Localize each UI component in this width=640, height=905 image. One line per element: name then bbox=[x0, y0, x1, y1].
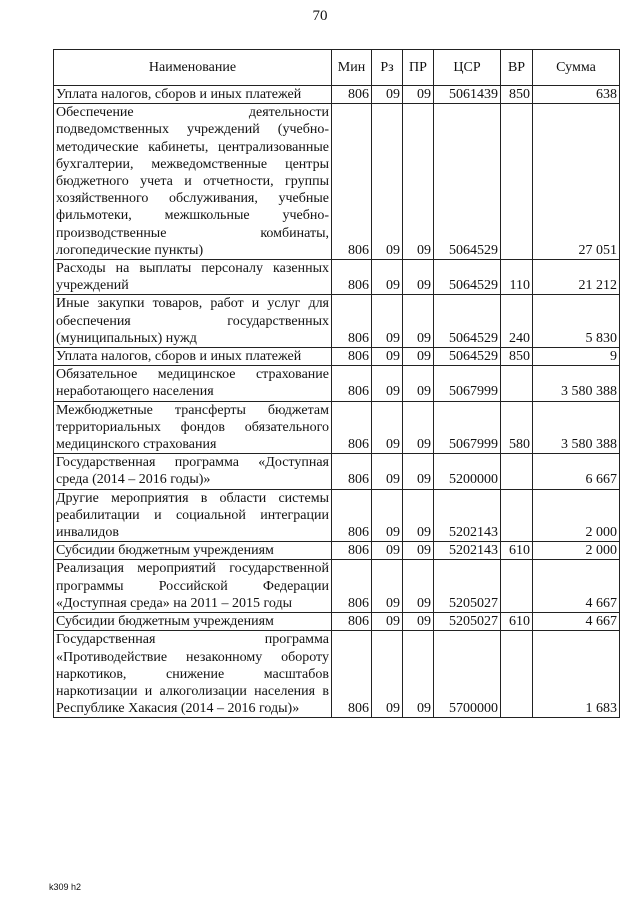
cell-vr: 580 bbox=[501, 401, 533, 454]
cell-name: Уплата налогов, сборов и иных платежей bbox=[54, 348, 332, 366]
cell-sum: 21 212 bbox=[533, 260, 620, 295]
cell-rz: 09 bbox=[372, 542, 403, 560]
table-row bbox=[54, 613, 620, 631]
cell-pr: 09 bbox=[403, 260, 434, 295]
cell-rz: 09 bbox=[372, 560, 403, 613]
cell-csr: 5067999 bbox=[434, 366, 501, 401]
header-rz: Рз bbox=[372, 50, 403, 86]
cell-name: Государственная программа «Противодействие незаконному обороту наркотиков, снижение масштабов наркотизации и алкоголизации населения в Республике Хакасия (2014 – 2016 годы)» bbox=[54, 631, 332, 718]
header-vr: ВР bbox=[501, 50, 533, 86]
cell-name: Субсидии бюджетным учреждениям bbox=[54, 613, 332, 631]
cell-vr: 240 bbox=[501, 295, 533, 348]
table-row bbox=[54, 260, 620, 295]
cell-rz: 09 bbox=[372, 86, 403, 104]
cell-pr: 09 bbox=[403, 295, 434, 348]
cell-vr bbox=[501, 104, 533, 260]
cell-name: Государственная программа «Доступная среда (2014 – 2016 годы)» bbox=[54, 454, 332, 489]
cell-rz: 09 bbox=[372, 401, 403, 454]
cell-pr: 09 bbox=[403, 348, 434, 366]
cell-sum: 2 000 bbox=[533, 489, 620, 542]
cell-min: 806 bbox=[332, 295, 372, 348]
cell-rz: 09 bbox=[372, 348, 403, 366]
cell-min: 806 bbox=[332, 542, 372, 560]
cell-csr: 5064529 bbox=[434, 295, 501, 348]
cell-pr: 09 bbox=[403, 104, 434, 260]
cell-name: Расходы на выплаты персоналу казенных учреждений bbox=[54, 260, 332, 295]
cell-min: 806 bbox=[332, 613, 372, 631]
cell-name: Обеспечение деятельности подведомственных учреждений (учебно-методические кабинеты, централизованные бухгалтерии, межведомственные центры бюджетного учета и отчетности, группы хозяйственного обслуживания, учебные фильмотеки, межшкольные учебно-производственные комбинаты, логопедические пункты) bbox=[54, 104, 332, 260]
cell-csr: 5202143 bbox=[434, 542, 501, 560]
table-row bbox=[54, 104, 620, 260]
cell-min: 806 bbox=[332, 104, 372, 260]
cell-name: Обязательное медицинское страхование неработающего населения bbox=[54, 366, 332, 401]
cell-min: 806 bbox=[332, 86, 372, 104]
cell-name: Иные закупки товаров, работ и услуг для обеспечения государственных (муниципальных) нужд bbox=[54, 295, 332, 348]
cell-vr bbox=[501, 631, 533, 718]
header-sum: Сумма bbox=[533, 50, 620, 86]
cell-min: 806 bbox=[332, 366, 372, 401]
cell-vr: 110 bbox=[501, 260, 533, 295]
cell-name: Уплата налогов, сборов и иных платежей bbox=[54, 86, 332, 104]
cell-name: Реализация мероприятий государственной программы Российской Федерации «Доступная среда» на 2011 – 2015 годы bbox=[54, 560, 332, 613]
cell-min: 806 bbox=[332, 260, 372, 295]
footer-code: k309 h2 bbox=[49, 882, 82, 892]
cell-min: 806 bbox=[332, 454, 372, 489]
table-row bbox=[54, 401, 620, 454]
cell-min: 806 bbox=[332, 631, 372, 718]
cell-sum: 4 667 bbox=[533, 613, 620, 631]
cell-vr: 850 bbox=[501, 348, 533, 366]
table-row bbox=[54, 631, 620, 718]
cell-sum: 9 bbox=[533, 348, 620, 366]
cell-sum: 5 830 bbox=[533, 295, 620, 348]
cell-rz: 09 bbox=[372, 295, 403, 348]
table-row bbox=[54, 489, 620, 542]
cell-csr: 5067999 bbox=[434, 401, 501, 454]
cell-sum: 27 051 bbox=[533, 104, 620, 260]
table-row bbox=[54, 560, 620, 613]
budget-table bbox=[53, 49, 620, 718]
cell-sum: 4 667 bbox=[533, 560, 620, 613]
cell-vr: 850 bbox=[501, 86, 533, 104]
table-row bbox=[54, 366, 620, 401]
cell-pr: 09 bbox=[403, 613, 434, 631]
table-header-row bbox=[54, 50, 620, 86]
cell-min: 806 bbox=[332, 560, 372, 613]
cell-csr: 5064529 bbox=[434, 104, 501, 260]
header-name: Наименование bbox=[54, 50, 332, 86]
cell-vr bbox=[501, 454, 533, 489]
cell-name: Другие мероприятия в области системы реабилитации и социальной интеграции инвалидов bbox=[54, 489, 332, 542]
cell-csr: 5064529 bbox=[434, 260, 501, 295]
cell-name: Межбюджетные трансферты бюджетам территориальных фондов обязательного медицинского страхования bbox=[54, 401, 332, 454]
cell-sum: 638 bbox=[533, 86, 620, 104]
cell-csr: 5064529 bbox=[434, 348, 501, 366]
header-pr: ПР bbox=[403, 50, 434, 86]
cell-min: 806 bbox=[332, 489, 372, 542]
table-row bbox=[54, 348, 620, 366]
table-body bbox=[54, 86, 620, 718]
cell-vr: 610 bbox=[501, 613, 533, 631]
table-row bbox=[54, 86, 620, 104]
cell-vr bbox=[501, 560, 533, 613]
cell-name: Субсидии бюджетным учреждениям bbox=[54, 542, 332, 560]
cell-csr: 5200000 bbox=[434, 454, 501, 489]
cell-pr: 09 bbox=[403, 560, 434, 613]
cell-sum: 1 683 bbox=[533, 631, 620, 718]
cell-pr: 09 bbox=[403, 542, 434, 560]
cell-rz: 09 bbox=[372, 366, 403, 401]
cell-min: 806 bbox=[332, 348, 372, 366]
cell-csr: 5061439 bbox=[434, 86, 501, 104]
cell-sum: 3 580 388 bbox=[533, 401, 620, 454]
cell-pr: 09 bbox=[403, 401, 434, 454]
cell-csr: 5202143 bbox=[434, 489, 501, 542]
cell-rz: 09 bbox=[372, 454, 403, 489]
cell-sum: 3 580 388 bbox=[533, 366, 620, 401]
cell-rz: 09 bbox=[372, 613, 403, 631]
table-row bbox=[54, 454, 620, 489]
cell-rz: 09 bbox=[372, 489, 403, 542]
header-min: Мин bbox=[332, 50, 372, 86]
cell-min: 806 bbox=[332, 401, 372, 454]
cell-pr: 09 bbox=[403, 366, 434, 401]
cell-vr: 610 bbox=[501, 542, 533, 560]
cell-rz: 09 bbox=[372, 260, 403, 295]
header-csr: ЦСР bbox=[434, 50, 501, 86]
cell-vr bbox=[501, 489, 533, 542]
cell-rz: 09 bbox=[372, 631, 403, 718]
cell-csr: 5205027 bbox=[434, 613, 501, 631]
table-row bbox=[54, 295, 620, 348]
page-number: 70 bbox=[312, 8, 328, 24]
cell-rz: 09 bbox=[372, 104, 403, 260]
cell-pr: 09 bbox=[403, 86, 434, 104]
cell-csr: 5700000 bbox=[434, 631, 501, 718]
cell-pr: 09 bbox=[403, 454, 434, 489]
cell-vr bbox=[501, 366, 533, 401]
cell-pr: 09 bbox=[403, 489, 434, 542]
cell-sum: 6 667 bbox=[533, 454, 620, 489]
cell-csr: 5205027 bbox=[434, 560, 501, 613]
cell-sum: 2 000 bbox=[533, 542, 620, 560]
cell-pr: 09 bbox=[403, 631, 434, 718]
table-row bbox=[54, 542, 620, 560]
